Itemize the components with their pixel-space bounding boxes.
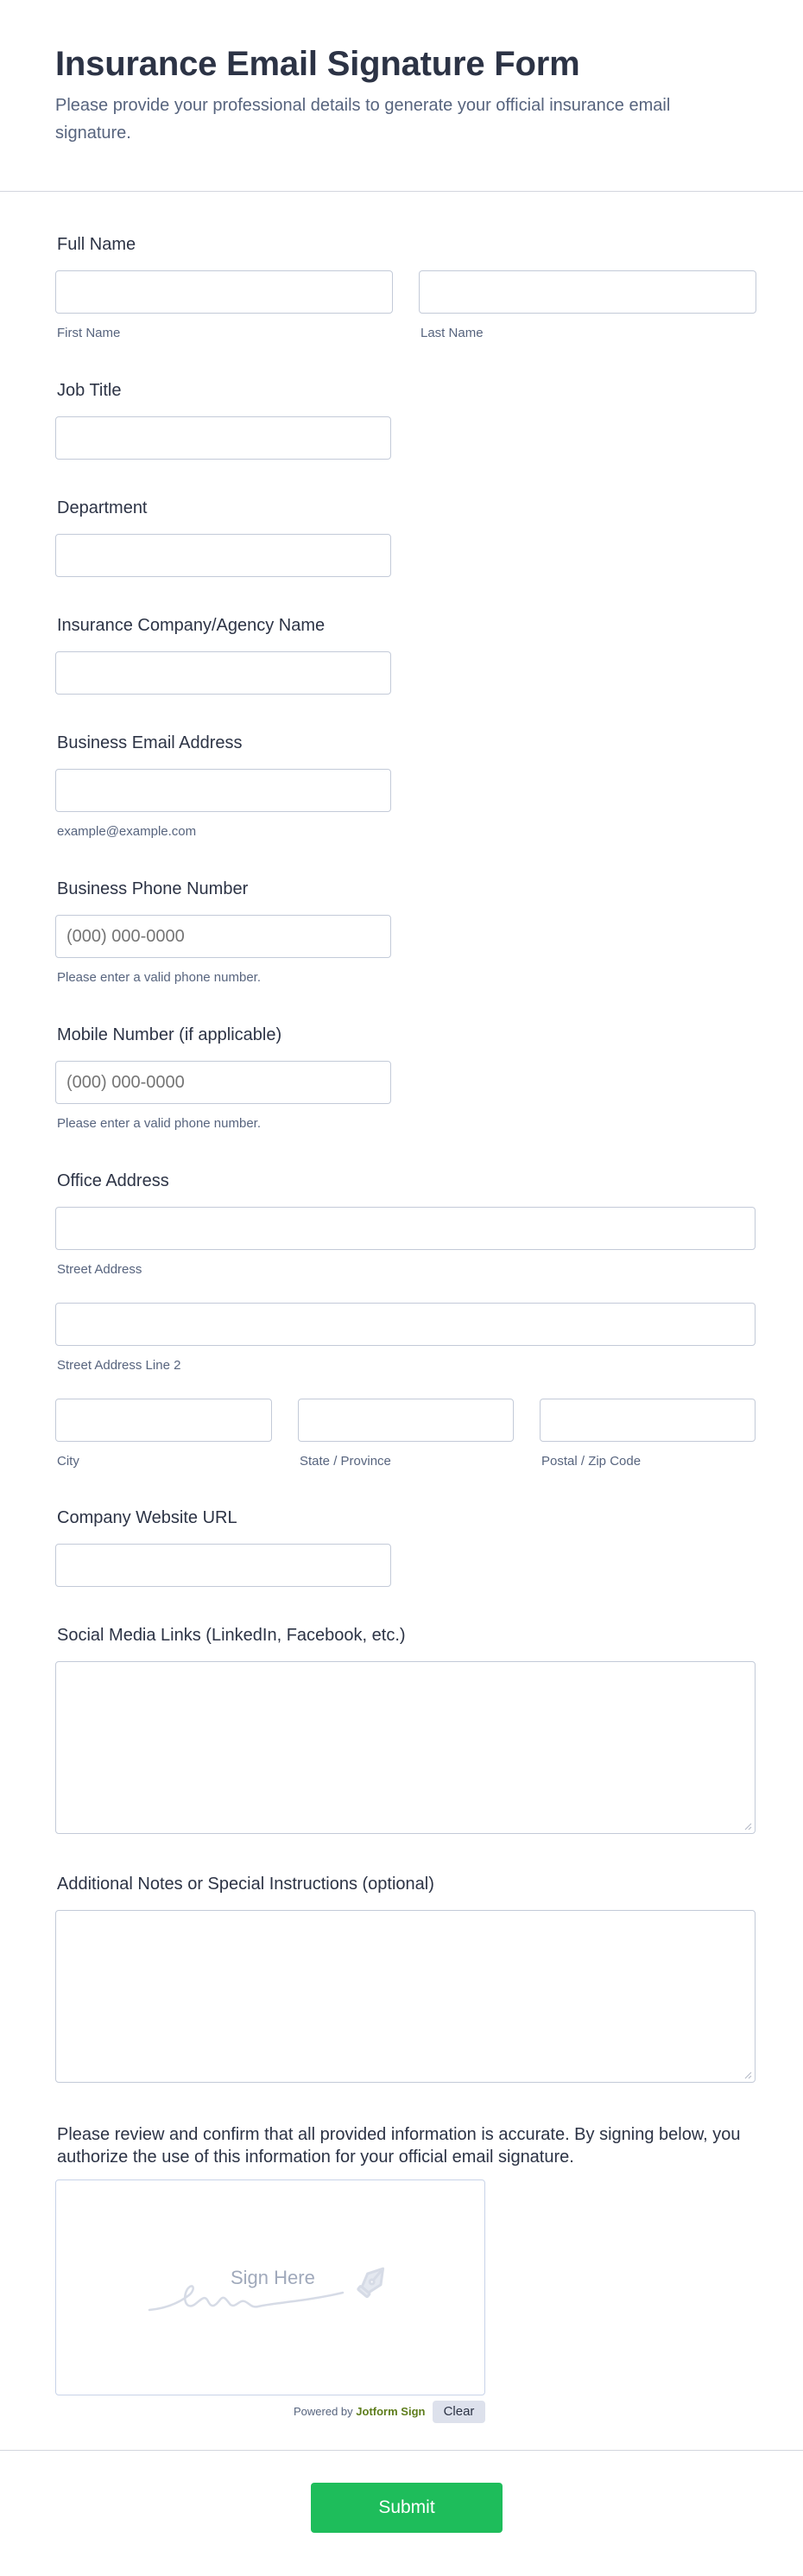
last-name-input[interactable]	[419, 270, 756, 314]
form-header	[0, 0, 803, 192]
powered-by-prefix: Powered by	[294, 2405, 353, 2418]
company-label: Insurance Company/Agency Name	[57, 616, 326, 635]
notes-textarea[interactable]	[55, 1910, 756, 2083]
clear-signature-button[interactable]: Clear	[433, 2401, 485, 2423]
form-subtitle: Please provide your professional details to generate your official insurance email signature.	[55, 96, 671, 143]
department-input[interactable]	[55, 534, 391, 577]
jotform-sign-brand[interactable]: Jotform Sign	[356, 2405, 426, 2418]
street-address-sublabel: Street Address	[57, 1262, 142, 1277]
mobile-label: Mobile Number (if applicable)	[57, 1025, 282, 1044]
notes-label: Additional Notes or Special Instructions (optional)	[57, 1875, 434, 1894]
submit-button[interactable]: Submit	[311, 2483, 503, 2533]
signature-pad[interactable]	[55, 2179, 485, 2395]
footer-divider	[0, 2450, 803, 2451]
resize-handle-icon[interactable]	[743, 1822, 752, 1830]
email-label: Business Email Address	[57, 733, 243, 752]
email-sublabel: example@example.com	[57, 824, 197, 839]
social-textarea[interactable]	[55, 1661, 756, 1834]
email-input[interactable]	[55, 769, 391, 812]
website-label: Company Website URL	[57, 1508, 237, 1527]
powered-by-text	[294, 2405, 425, 2418]
first-name-sublabel: First Name	[57, 326, 121, 340]
first-name-input[interactable]	[55, 270, 393, 314]
city-input[interactable]	[55, 1399, 272, 1442]
state-input[interactable]	[298, 1399, 514, 1442]
phone-label: Business Phone Number	[57, 879, 249, 898]
zip-input[interactable]	[540, 1399, 756, 1442]
company-input[interactable]	[55, 651, 391, 695]
mobile-sublabel: Please enter a valid phone number.	[57, 1116, 261, 1131]
mobile-input[interactable]	[55, 1061, 391, 1104]
zip-sublabel: Postal / Zip Code	[541, 1454, 642, 1469]
full-name-label: Full Name	[57, 235, 136, 254]
street-address-line2-input[interactable]	[55, 1303, 756, 1346]
phone-sublabel: Please enter a valid phone number.	[57, 970, 261, 985]
form-title: Insurance Email Signature Form	[55, 45, 580, 83]
street-address-input[interactable]	[55, 1207, 756, 1250]
phone-input[interactable]	[55, 915, 391, 958]
address-label: Office Address	[57, 1171, 169, 1190]
social-label: Social Media Links (LinkedIn, Facebook, etc.)	[57, 1626, 406, 1645]
state-sublabel: State / Province	[300, 1454, 391, 1469]
job-title-input[interactable]	[55, 416, 391, 460]
resize-handle-icon[interactable]	[743, 2071, 752, 2079]
city-sublabel: City	[57, 1454, 79, 1469]
department-label: Department	[57, 498, 148, 517]
last-name-sublabel: Last Name	[420, 326, 484, 340]
sign-here-placeholder: Sign Here	[231, 2267, 315, 2288]
pen-nib-icon	[353, 2262, 393, 2300]
website-input[interactable]	[55, 1544, 391, 1587]
signature-label: Please review and confirm that all provided information is accurate. By signing below, you authorize the use of this information for your official email signature.	[57, 2125, 741, 2167]
job-title-label: Job Title	[57, 381, 122, 400]
street-address-line2-sublabel: Street Address Line 2	[57, 1358, 181, 1373]
